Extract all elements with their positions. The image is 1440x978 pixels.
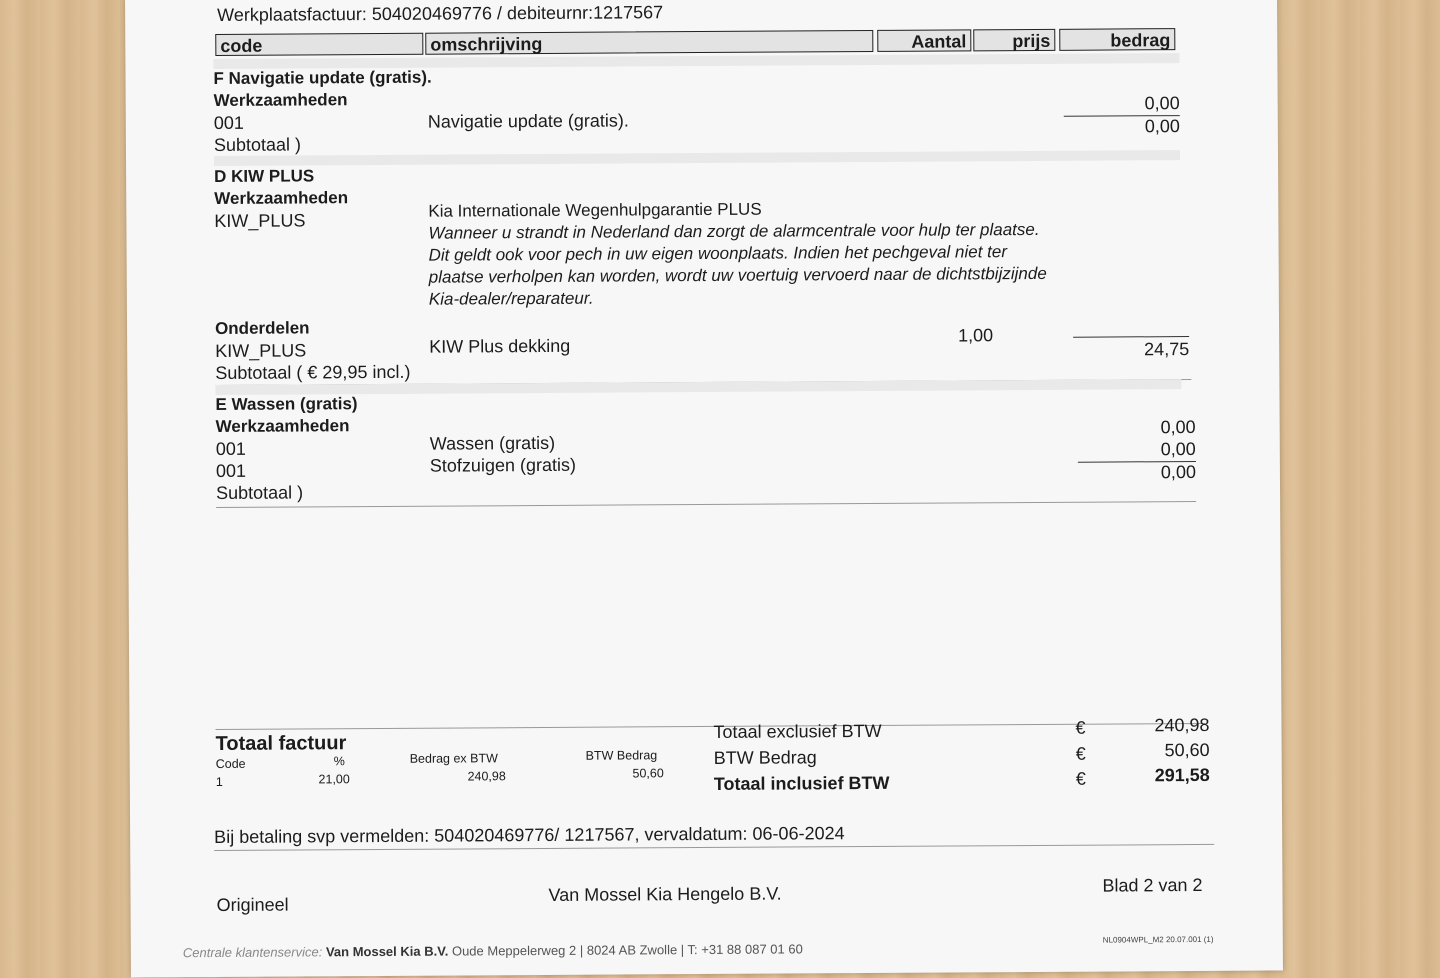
column-header-bedrag: bedrag	[1059, 28, 1175, 51]
section-d-desc-line-3: Dit geldt ook voor pech in uw eigen woonplaats. Indien het pechgeval niet ter	[428, 242, 1008, 265]
section-e-subtotal-label: Subtotaal )	[215, 482, 304, 503]
vat-row-btw: 50,60	[632, 766, 664, 781]
vat-header-pct: %	[333, 754, 345, 769]
section-e-row-desc: Wassen (gratis)	[429, 432, 556, 454]
section-d-parts-group: Onderdelen	[214, 318, 310, 338]
column-header-code: code	[215, 33, 423, 56]
vat-row-ex: 240,98	[467, 769, 506, 784]
section-d-desc-line-5: Kia-dealer/reparateur.	[428, 288, 594, 309]
btw-currency: €	[1075, 743, 1086, 764]
section-d-parts-qty: 1,00	[957, 325, 994, 346]
payment-note: Bij betaling svp vermelden: 504020469776/ 1217567, vervaldatum: 06-06-2024	[214, 823, 845, 847]
section-f-subtotal-label: Subtotaal )	[213, 134, 302, 155]
section-f-group: Werkzaamheden	[213, 90, 348, 110]
footer-original: Origineel	[216, 894, 289, 915]
section-e-row-code: 001	[215, 438, 246, 459]
section-title-f: F Navigatie update (gratis).	[213, 67, 432, 88]
total-excl-currency: €	[1075, 717, 1086, 738]
section-d-group: Werkzaamheden	[214, 188, 349, 208]
vat-header-ex: Bedrag ex BTW	[409, 751, 498, 766]
section-f-code: 001	[213, 112, 244, 133]
section-e-row-code: 001	[215, 460, 247, 481]
section-title-d: D KIW PLUS	[214, 166, 315, 186]
vat-row-pct: 21,00	[318, 772, 350, 787]
footer-page: Blad 2 van 2	[1102, 874, 1203, 896]
total-incl-label: Totaal inclusief BTW	[713, 772, 890, 794]
section-band	[214, 150, 1180, 166]
section-e-row-amount: 0,00	[1160, 416, 1196, 438]
footer-service-company: Van Mossel Kia B.V.	[325, 943, 449, 960]
footer-service-line	[183, 941, 803, 960]
section-f-subtotal: 0,00	[1144, 116, 1180, 137]
column-header-omschrijving: omschrijving	[425, 30, 873, 55]
section-title-e: E Wassen (gratis)	[215, 394, 358, 414]
footer-company: Van Mossel Kia Hengelo B.V.	[548, 883, 782, 905]
invoice-title: Werkplaatsfactuur: 504020469776 / debiteurnr:1217567	[217, 2, 664, 25]
section-e-group: Werkzaamheden	[215, 416, 350, 436]
totals-divider	[215, 723, 1205, 730]
section-e-row-desc: Stofzuigen (gratis)	[429, 454, 577, 476]
section-d-parts-code: KIW_PLUS	[215, 340, 307, 361]
vat-header-code: Code	[215, 756, 246, 771]
section-d-parts-desc: KIW Plus dekking	[429, 335, 571, 357]
footer-service-prefix: Centrale klantenservice:	[182, 944, 323, 961]
section-d-subtotal: 24,75	[1144, 339, 1190, 360]
total-incl-currency: €	[1075, 768, 1086, 789]
btw-label: BTW Bedrag	[713, 747, 817, 768]
section-d-subtotal-label: Subtotaal ( € 29,95 incl.)	[215, 361, 411, 383]
total-excl-label: Totaal exclusief BTW	[713, 720, 882, 742]
section-d-desc-line-2: Wanneer u strandt in Nederland dan zorgt de alarmcentrale voor hulp ter plaatse.	[428, 219, 1040, 243]
totals-heading: Totaal factuur	[215, 732, 347, 755]
section-d-desc-line-1: Kia Internationale Wegenhulpgarantie PLUS	[428, 199, 762, 221]
amount-rule	[1073, 336, 1189, 338]
column-header-aantal: Aantal	[877, 29, 971, 52]
section-e-row-amount: 0,00	[1160, 438, 1196, 460]
footer-form-code: NL0904WPL_M2 20.07.001 (1)	[1102, 934, 1214, 945]
vat-header-btw: BTW Bedrag	[585, 748, 658, 763]
btw-value: 50,60	[1164, 739, 1210, 761]
section-d-code: KIW_PLUS	[214, 210, 306, 231]
section-band	[213, 53, 1179, 69]
vat-row-code: 1	[215, 774, 223, 789]
section-f-amount: 0,00	[1144, 93, 1180, 114]
section-d-desc-line-4: plaatse verholpen kan worden, wordt uw voertuig vervoerd naar de dichtstbijzijnde	[428, 263, 1047, 287]
section-e-subtotal: 0,00	[1160, 461, 1196, 483]
section-divider	[216, 501, 1196, 508]
invoice-page	[125, 0, 1283, 978]
total-incl-value: 291,58	[1154, 764, 1210, 786]
total-excl-value: 240,98	[1154, 714, 1210, 736]
section-f-desc: Navigatie update (gratis).	[427, 110, 629, 132]
column-header-prijs: prijs	[973, 29, 1055, 52]
footer-service-address: Oude Meppelerweg 2 | 8024 AB Zwolle | T: +31 88 087 01 60	[451, 941, 803, 959]
